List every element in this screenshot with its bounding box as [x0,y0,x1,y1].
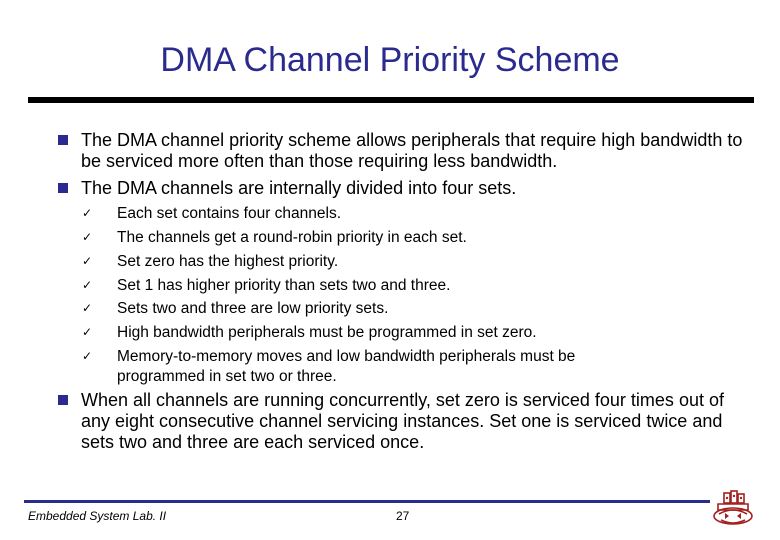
sub-bullet-text: Each set contains four channels. [117,205,342,222]
checkmark-icon: ✓ [82,301,93,315]
footer-divider [24,500,710,503]
bullet-text: The DMA channels are internally divided into four sets. [81,178,517,198]
sub-bullet-text: High bandwidth peripherals must be programmed in set zero. [117,324,537,341]
sub-bullet-item [82,228,702,248]
square-bullet-icon [58,395,68,405]
sub-bullet-text: Sets two and three are low priority sets. [117,300,389,317]
sub-bullet-text: Set 1 has higher priority than sets two and three. [117,277,451,294]
sub-bullet-text: The channels get a round-robin priority in each set. [117,229,467,246]
checkmark-icon: ✓ [82,349,93,363]
bullet-text: When all channels are running concurrently, set zero is serviced four times out of any eight consecutive channel servicing instances. Set one is serviced twice and sets two and three are each serviced once. [81,390,724,452]
slide-title: DMA Channel Priority Scheme [160,41,620,79]
bullet-item [58,130,748,172]
footer-lab-name: Embedded System Lab. II [28,509,167,523]
sub-bullet-item [82,347,642,387]
page-number: 27 [396,509,410,523]
checkmark-icon: ✓ [82,230,93,244]
square-bullet-icon [58,135,68,145]
sub-bullet-item [82,276,702,296]
sub-bullet-text: Set zero has the highest priority. [117,253,339,270]
sub-bullet-text: Memory-to-memory moves and low bandwidth peripherals must be programmed in set two or three. [117,348,576,385]
bullet-text: The DMA channel priority scheme allows peripherals that require high bandwidth to be serviced more often than those requiring less bandwidth. [81,130,743,171]
university-emblem-icon [710,490,756,528]
sub-bullet-item [82,204,702,224]
bullet-item [58,390,748,453]
checkmark-icon: ✓ [82,254,93,268]
title-divider [28,97,754,103]
sub-bullet-item [82,252,702,272]
checkmark-icon: ✓ [82,278,93,292]
square-bullet-icon [58,183,68,193]
sub-bullet-item [82,299,702,319]
bullet-item [58,178,748,199]
checkmark-icon: ✓ [82,325,93,339]
checkmark-icon: ✓ [82,206,93,220]
sub-bullet-item [82,323,702,343]
